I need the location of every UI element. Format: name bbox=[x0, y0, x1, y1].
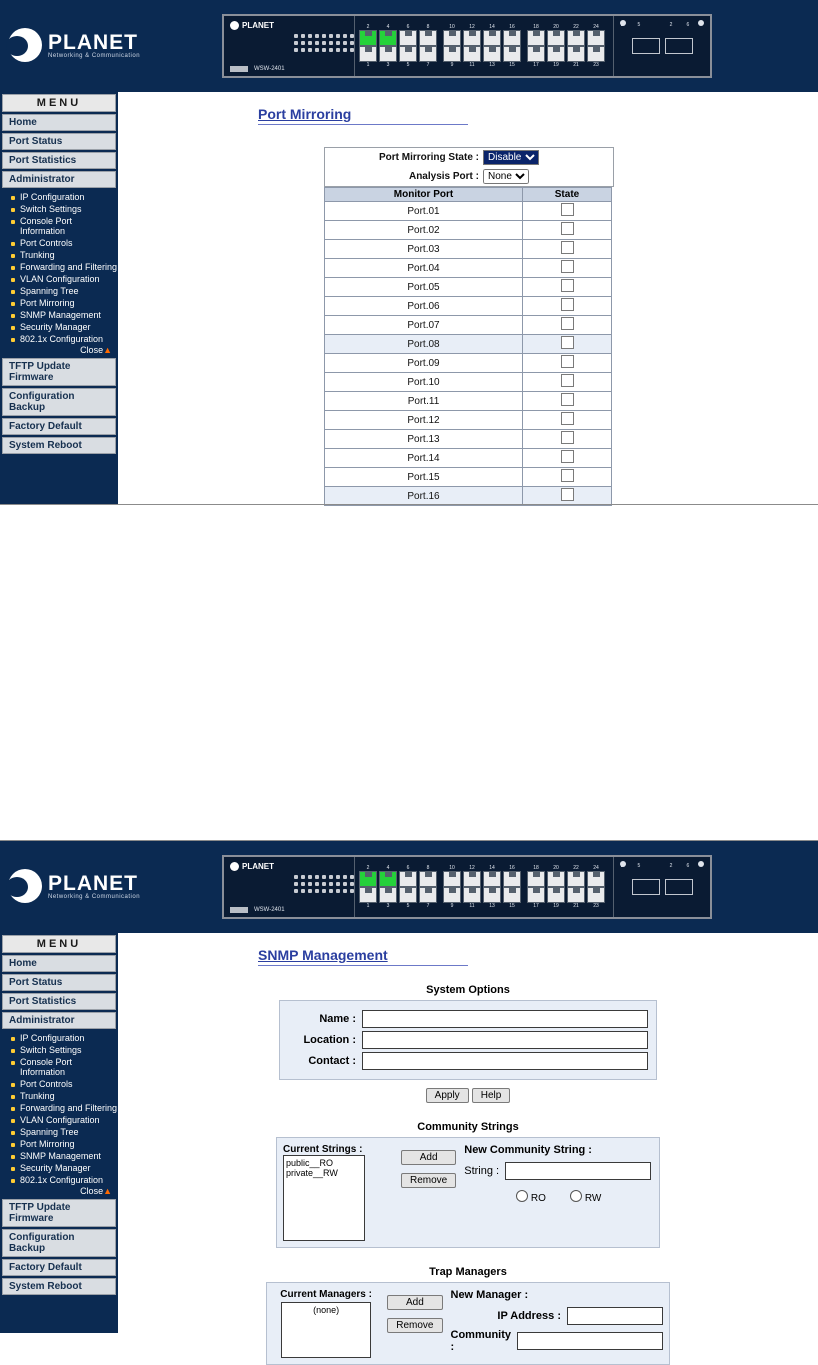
sidebar-item-port-status[interactable]: Port Status bbox=[2, 974, 116, 991]
port-state-cell[interactable] bbox=[523, 202, 612, 221]
table-row[interactable] bbox=[325, 278, 612, 297]
sidebar-close-button[interactable] bbox=[8, 1186, 118, 1196]
trap-managers-header: Trap Managers bbox=[429, 1266, 507, 1278]
sidebar-item-forwarding-and-filtering[interactable]: Forwarding and Filtering bbox=[8, 261, 118, 273]
table-header-row bbox=[325, 188, 612, 202]
logo-sphere-icon bbox=[8, 869, 42, 903]
port-state-cell[interactable] bbox=[523, 373, 612, 392]
port-state-cell[interactable] bbox=[523, 316, 612, 335]
radio-ro-label: RO bbox=[530, 1193, 546, 1204]
table-row[interactable] bbox=[325, 316, 612, 335]
sidebar-item-port-mirroring[interactable]: Port Mirroring bbox=[8, 297, 118, 309]
console-port-icon bbox=[230, 66, 248, 72]
contact-label: Contact : bbox=[308, 1055, 356, 1067]
new-community-block bbox=[464, 1144, 653, 1241]
access-radio-group bbox=[464, 1190, 653, 1204]
sidebar-item-administrator[interactable]: Administrator bbox=[2, 1012, 116, 1029]
close-arrow-icon: ▲ bbox=[103, 1186, 112, 1196]
radio-rw-icon[interactable] bbox=[570, 1190, 582, 1202]
sidebar-item-port-mirroring[interactable]: Port Mirroring bbox=[8, 1138, 118, 1150]
mirroring-state-label: Port Mirroring State : bbox=[378, 152, 479, 163]
port-state-checkbox[interactable] bbox=[561, 203, 574, 216]
switch-front-panel-image bbox=[222, 14, 712, 78]
sidebar-item-security-manager[interactable]: Security Manager bbox=[8, 1162, 118, 1174]
sidebar-item-tftp-update-firmware[interactable]: TFTP Update Firmware bbox=[2, 1199, 116, 1227]
remove-manager-button[interactable]: Remove bbox=[387, 1318, 442, 1333]
console-port-icon bbox=[230, 907, 248, 913]
table-row[interactable] bbox=[325, 335, 612, 354]
sfp-slot-block bbox=[613, 16, 710, 76]
sfp-slot-26 bbox=[665, 879, 693, 895]
close-arrow-icon: ▲ bbox=[103, 345, 112, 355]
list-item[interactable]: (none) bbox=[313, 1305, 340, 1315]
remove-community-button[interactable]: Remove bbox=[401, 1173, 456, 1188]
trap-managers-panel bbox=[266, 1282, 670, 1365]
port-group-1: 2 4 6 8 1 3 5 7 bbox=[359, 865, 437, 909]
device-banner bbox=[0, 0, 818, 92]
switch-brand bbox=[230, 862, 274, 871]
port-label: Port.12 bbox=[325, 411, 523, 430]
sidebar-item-factory-default[interactable]: Factory Default bbox=[2, 418, 116, 435]
port-state-checkbox[interactable] bbox=[561, 393, 574, 406]
sidebar-item-vlan-configuration[interactable]: VLAN Configuration bbox=[8, 273, 118, 285]
switch-brand-text: PLANET bbox=[242, 862, 274, 871]
mirroring-state-select[interactable] bbox=[483, 150, 539, 165]
table-row[interactable] bbox=[325, 430, 612, 449]
radio-rw-label: RW bbox=[584, 1193, 602, 1204]
community-buttons bbox=[401, 1144, 456, 1241]
port-label: Port.09 bbox=[325, 354, 523, 373]
sidebar-item-port-statistics[interactable]: Port Statistics bbox=[2, 993, 116, 1010]
sidebar-item-trunking[interactable]: Trunking bbox=[8, 1090, 118, 1102]
sidebar-item-ip-configuration[interactable]: IP Configuration bbox=[8, 1032, 118, 1044]
port-label: Port.04 bbox=[325, 259, 523, 278]
location-label: Location : bbox=[303, 1034, 356, 1046]
port-state-cell[interactable] bbox=[523, 430, 612, 449]
string-input[interactable] bbox=[505, 1162, 651, 1180]
port-state-cell[interactable] bbox=[523, 297, 612, 316]
port-state-cell[interactable] bbox=[523, 487, 612, 506]
planet-logo-2 bbox=[8, 869, 140, 903]
port-state-cell[interactable] bbox=[523, 221, 612, 240]
device-banner-2 bbox=[0, 841, 818, 933]
mirroring-settings-box bbox=[324, 147, 614, 187]
new-manager-block bbox=[451, 1289, 664, 1358]
port-state-checkbox[interactable] bbox=[561, 412, 574, 425]
community-label: Community : bbox=[450, 1329, 511, 1353]
sidebar-2 bbox=[0, 933, 118, 1333]
port-group-2: 10 12 14 16 9 11 13 15 bbox=[443, 24, 521, 68]
page-divider bbox=[0, 504, 818, 505]
logo-subtitle: Networking & Communication bbox=[48, 893, 141, 900]
trap-buttons bbox=[387, 1289, 442, 1358]
switch-brand bbox=[230, 21, 274, 30]
mirroring-state-row bbox=[325, 148, 613, 167]
sidebar-close-label: Close bbox=[80, 345, 104, 355]
sidebar-item-snmp-management[interactable]: SNMP Management bbox=[8, 1150, 118, 1162]
port-state-checkbox[interactable] bbox=[561, 317, 574, 330]
radio-ro-icon[interactable] bbox=[516, 1190, 528, 1202]
table-row[interactable] bbox=[325, 259, 612, 278]
port-state-checkbox[interactable] bbox=[561, 431, 574, 444]
port-group-2: 10 12 14 16 9 11 13 15 bbox=[443, 865, 521, 909]
sfp-port-labels: 25 26 bbox=[620, 22, 704, 28]
column-state: State bbox=[523, 188, 612, 202]
sidebar-item-console-port-information[interactable]: Console Port Information bbox=[8, 1056, 118, 1078]
port-state-cell[interactable] bbox=[523, 411, 612, 430]
port-state-checkbox[interactable] bbox=[561, 298, 574, 311]
port-label: Port.16 bbox=[325, 487, 523, 506]
switch-left-section bbox=[224, 16, 355, 76]
sidebar-close-button[interactable] bbox=[8, 345, 118, 355]
logo-text: PLANET bbox=[48, 30, 138, 54]
table-row[interactable] bbox=[325, 373, 612, 392]
name-input[interactable] bbox=[362, 1010, 648, 1028]
add-community-button[interactable]: Add bbox=[401, 1150, 456, 1165]
sidebar-item-spanning-tree[interactable]: Spanning Tree bbox=[8, 1126, 118, 1138]
sidebar-item-8021x-configuration[interactable]: 802.1x Configuration bbox=[8, 333, 118, 345]
port-label: Port.14 bbox=[325, 449, 523, 468]
title-underline bbox=[258, 124, 468, 125]
sidebar-item-configuration-backup[interactable]: Configuration Backup bbox=[2, 388, 116, 416]
location-input[interactable] bbox=[362, 1031, 648, 1049]
sidebar-submenu bbox=[0, 190, 118, 356]
port-label: Port.05 bbox=[325, 278, 523, 297]
port-label: Port.15 bbox=[325, 468, 523, 487]
port-state-checkbox[interactable] bbox=[561, 222, 574, 235]
sidebar-item-administrator[interactable]: Administrator bbox=[2, 171, 116, 188]
title-underline-snmp bbox=[258, 965, 468, 966]
string-field-row bbox=[464, 1162, 653, 1180]
sidebar-item-factory-default[interactable]: Factory Default bbox=[2, 1259, 116, 1276]
screen-snmp-management bbox=[0, 840, 818, 1353]
name-label: Name : bbox=[319, 1013, 356, 1025]
community-row bbox=[451, 1329, 664, 1353]
page-body-2 bbox=[0, 933, 818, 1353]
help-button[interactable]: Help bbox=[472, 1088, 511, 1103]
apply-button[interactable]: Apply bbox=[426, 1088, 469, 1103]
port-label: Port.06 bbox=[325, 297, 523, 316]
port-state-checkbox[interactable] bbox=[561, 336, 574, 349]
sfp-slot-25 bbox=[632, 38, 660, 54]
current-strings-label: Current Strings : bbox=[283, 1144, 363, 1155]
sidebar-item-console-port-information[interactable]: Console Port Information bbox=[8, 215, 118, 237]
sidebar-item-trunking[interactable]: Trunking bbox=[8, 249, 118, 261]
analysis-port-select[interactable] bbox=[483, 169, 529, 184]
port-state-checkbox[interactable] bbox=[561, 469, 574, 482]
port-label: Port.10 bbox=[325, 373, 523, 392]
port-state-cell[interactable] bbox=[523, 278, 612, 297]
sidebar-item-ip-configuration[interactable]: IP Configuration bbox=[8, 191, 118, 203]
sidebar-submenu bbox=[0, 1031, 118, 1197]
led-grid bbox=[294, 34, 355, 53]
switch-left-section bbox=[224, 857, 355, 917]
sidebar-item-system-reboot[interactable]: System Reboot bbox=[2, 1278, 116, 1295]
sfp-port-labels: 25 26 bbox=[620, 863, 704, 869]
sidebar-item-vlan-configuration[interactable]: VLAN Configuration bbox=[8, 1114, 118, 1126]
port-state-cell[interactable] bbox=[523, 449, 612, 468]
port-state-checkbox[interactable] bbox=[561, 279, 574, 292]
page-title: Port Mirroring bbox=[258, 106, 352, 122]
current-strings-listbox[interactable] bbox=[283, 1155, 365, 1241]
port-state-cell[interactable] bbox=[523, 468, 612, 487]
sidebar-item-home[interactable]: Home bbox=[2, 114, 116, 131]
table-row[interactable] bbox=[325, 221, 612, 240]
radio-ro[interactable] bbox=[516, 1190, 546, 1204]
current-managers-block bbox=[273, 1289, 379, 1358]
table-row[interactable] bbox=[325, 487, 612, 506]
community-strings-header: Community Strings bbox=[417, 1121, 519, 1133]
new-community-header: New Community String : bbox=[464, 1144, 592, 1156]
port-state-checkbox[interactable] bbox=[561, 450, 574, 463]
sfp-slot-26 bbox=[665, 38, 693, 54]
led-grid bbox=[294, 875, 355, 894]
port-state-cell[interactable] bbox=[523, 335, 612, 354]
switch-brand-text: PLANET bbox=[242, 21, 274, 30]
port-label: Port.03 bbox=[325, 240, 523, 259]
column-monitor-port: Monitor Port bbox=[325, 188, 523, 202]
content-snmp bbox=[118, 933, 818, 1365]
table-row[interactable] bbox=[325, 411, 612, 430]
sidebar-item-port-controls[interactable]: Port Controls bbox=[8, 237, 118, 249]
table-row[interactable] bbox=[325, 449, 612, 468]
system-options-header: System Options bbox=[426, 984, 510, 996]
sidebar-item-switch-settings[interactable]: Switch Settings bbox=[8, 1044, 118, 1056]
sidebar-item-home[interactable]: Home bbox=[2, 955, 116, 972]
port-state-cell[interactable] bbox=[523, 259, 612, 278]
current-managers-listbox[interactable] bbox=[281, 1302, 371, 1358]
string-label: String : bbox=[464, 1165, 500, 1177]
port-state-checkbox[interactable] bbox=[561, 241, 574, 254]
logo-subtitle: Networking & Communication bbox=[48, 52, 141, 59]
sidebar-item-8021x-configuration[interactable]: 802.1x Configuration bbox=[8, 1174, 118, 1186]
sidebar-item-security-manager[interactable]: Security Manager bbox=[8, 321, 118, 333]
sidebar-item-tftp-update-firmware[interactable]: TFTP Update Firmware bbox=[2, 358, 116, 386]
port-group-3: 18 20 22 24 17 19 21 23 bbox=[527, 865, 605, 909]
logo-text: PLANET bbox=[48, 871, 138, 895]
port-label: Port.13 bbox=[325, 430, 523, 449]
new-manager-header: New Manager : bbox=[450, 1289, 529, 1301]
sfp-slot-block bbox=[613, 857, 710, 917]
system-options-panel bbox=[279, 1000, 657, 1080]
monitor-port-table bbox=[324, 187, 612, 506]
analysis-port-row bbox=[325, 167, 613, 186]
port-state-checkbox[interactable] bbox=[561, 374, 574, 387]
radio-rw[interactable] bbox=[570, 1190, 601, 1204]
page-body-1 bbox=[0, 92, 818, 505]
port-group-3: 18 20 22 24 17 19 21 23 bbox=[527, 24, 605, 68]
port-state-cell[interactable] bbox=[523, 392, 612, 411]
page-title-snmp: SNMP Management bbox=[258, 947, 388, 963]
switch-port-block bbox=[355, 857, 613, 917]
port-label: Port.07 bbox=[325, 316, 523, 335]
analysis-port-label: Analysis Port : bbox=[408, 171, 479, 182]
ip-address-label: IP Address : bbox=[497, 1310, 561, 1322]
sidebar-item-configuration-backup[interactable]: Configuration Backup bbox=[2, 1229, 116, 1257]
switch-model-label: WSW-2401 bbox=[254, 907, 285, 913]
port-state-checkbox[interactable] bbox=[561, 355, 574, 368]
sidebar-item-spanning-tree[interactable]: Spanning Tree bbox=[8, 285, 118, 297]
name-field-row bbox=[288, 1010, 648, 1028]
sidebar-item-port-statistics[interactable]: Port Statistics bbox=[2, 152, 116, 169]
contact-input[interactable] bbox=[362, 1052, 648, 1070]
location-field-row bbox=[288, 1031, 648, 1049]
planet-logo bbox=[8, 28, 140, 62]
table-row[interactable] bbox=[325, 297, 612, 316]
ip-address-row bbox=[451, 1307, 664, 1325]
system-options-buttons bbox=[118, 1088, 818, 1103]
sidebar-1 bbox=[0, 92, 118, 505]
sidebar-item-switch-settings[interactable]: Switch Settings bbox=[8, 203, 118, 215]
ip-address-input[interactable] bbox=[567, 1307, 663, 1325]
table-row[interactable] bbox=[325, 392, 612, 411]
current-managers-label: Current Managers : bbox=[280, 1289, 372, 1300]
community-strings-panel bbox=[276, 1137, 660, 1248]
port-state-checkbox[interactable] bbox=[561, 488, 574, 501]
logo-sphere-icon bbox=[8, 28, 42, 62]
port-state-cell[interactable] bbox=[523, 354, 612, 373]
sfp-slot-25 bbox=[632, 879, 660, 895]
switch-front-panel-image-2 bbox=[222, 855, 712, 919]
sidebar-item-port-status[interactable]: Port Status bbox=[2, 133, 116, 150]
port-label: Port.11 bbox=[325, 392, 523, 411]
port-group-1: 2 4 6 8 1 3 5 7 bbox=[359, 24, 437, 68]
port-label: Port.02 bbox=[325, 221, 523, 240]
sidebar-item-system-reboot[interactable]: System Reboot bbox=[2, 437, 116, 454]
switch-logo-icon bbox=[230, 862, 239, 871]
add-manager-button[interactable]: Add bbox=[387, 1295, 442, 1310]
table-row[interactable] bbox=[325, 202, 612, 221]
sidebar-close-label: Close bbox=[80, 1186, 104, 1196]
port-label: Port.01 bbox=[325, 202, 523, 221]
switch-logo-icon bbox=[230, 21, 239, 30]
sidebar-item-forwarding-and-filtering[interactable]: Forwarding and Filtering bbox=[8, 1102, 118, 1114]
port-state-cell[interactable] bbox=[523, 240, 612, 259]
content-port-mirroring bbox=[118, 92, 818, 506]
list-item[interactable]: private__RW bbox=[286, 1168, 338, 1178]
table-row[interactable] bbox=[325, 354, 612, 373]
screen-port-mirroring bbox=[0, 0, 818, 505]
port-state-checkbox[interactable] bbox=[561, 260, 574, 273]
sidebar-item-port-controls[interactable]: Port Controls bbox=[8, 1078, 118, 1090]
table-row[interactable] bbox=[325, 468, 612, 487]
contact-field-row bbox=[288, 1052, 648, 1070]
menu-title: MENU bbox=[2, 935, 116, 953]
menu-title: MENU bbox=[2, 94, 116, 112]
table-row[interactable] bbox=[325, 240, 612, 259]
current-strings-block bbox=[283, 1144, 393, 1241]
switch-model-label: WSW-2401 bbox=[254, 66, 285, 72]
switch-port-block bbox=[355, 16, 613, 76]
sidebar-item-snmp-management[interactable]: SNMP Management bbox=[8, 309, 118, 321]
port-label: Port.08 bbox=[325, 335, 523, 354]
list-item[interactable]: public__RO bbox=[286, 1158, 334, 1168]
